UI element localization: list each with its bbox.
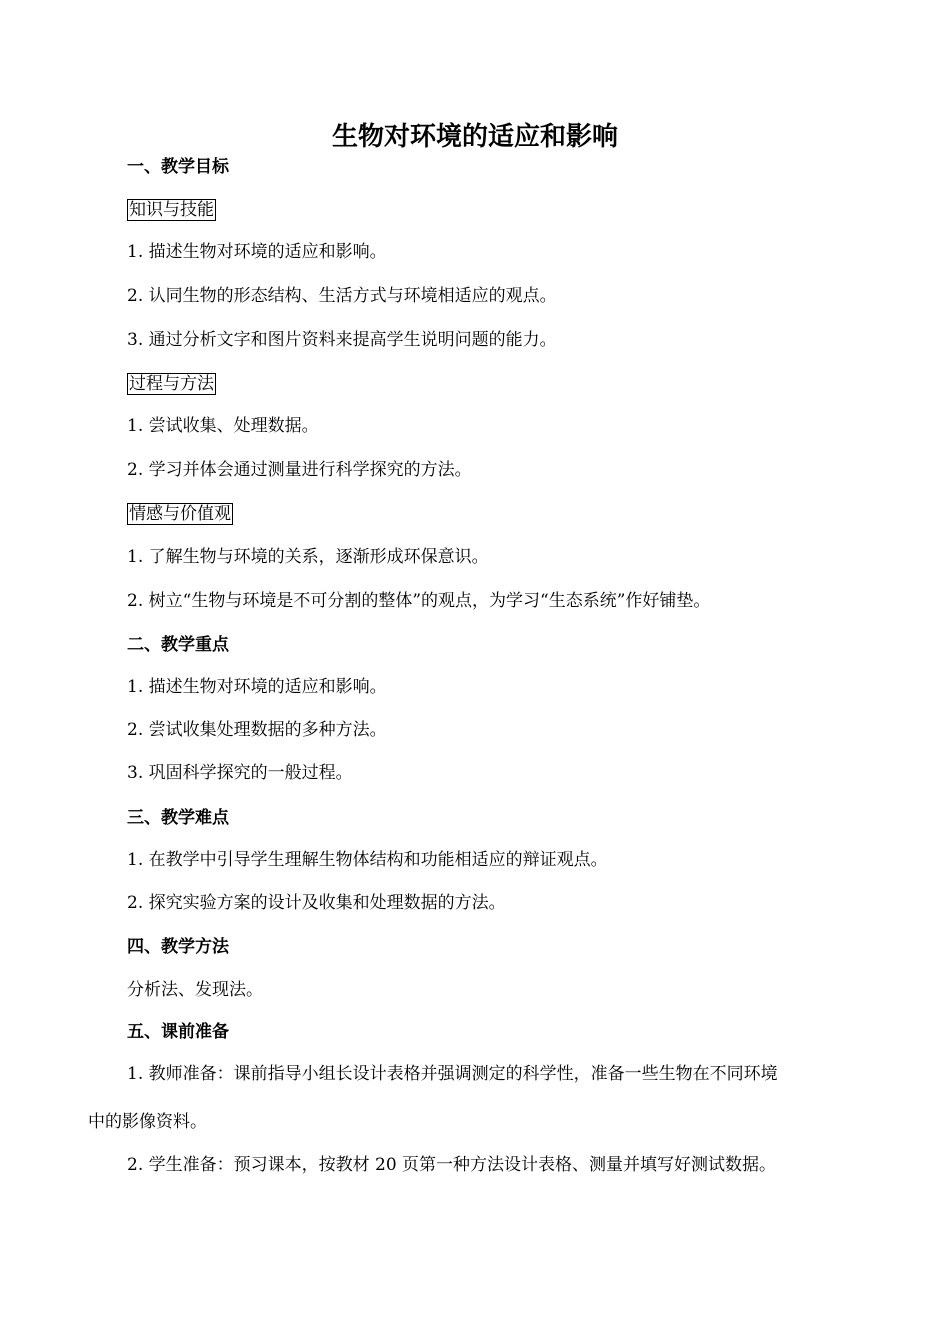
teacher-prep-line1: 1. 教师准备：课前指导小组长设计表格并强调测定的科学性，准备一些生物在不同环境 [127,1064,778,1084]
teacher-prep-line2: 中的影像资料。 [88,1112,207,1132]
heading-preparation: 五、课前准备 [127,1022,229,1042]
methods-text: 分析法、发现法。 [127,980,263,1000]
label-values [127,502,233,526]
list-item: 2. 尝试收集处理数据的多种方法。 [127,720,387,740]
list-item: 2. 树立“生物与环境是不可分割的整体”的观点，为学习“生态系统”作好铺垫。 [127,591,711,611]
list-item: 2. 探究实验方案的设计及收集和处理数据的方法。 [127,893,506,913]
list-item: 2. 认同生物的形态结构、生活方式与环境相适应的观点。 [127,286,557,306]
list-item: 3. 通过分析文字和图片资料来提高学生说明问题的能力。 [127,330,557,350]
student-prep: 2. 学生准备：预习课本，按教材 20 页第一种方法设计表格、测量并填写好测试数据。 [127,1155,777,1175]
heading-key-points: 二、教学重点 [127,635,229,655]
list-item: 1. 尝试收集、处理数据。 [127,416,319,436]
label-values-text: 情感与价值观 [129,504,231,524]
list-item: 1. 描述生物对环境的适应和影响。 [127,677,387,697]
heading-objectives: 一、教学目标 [127,157,229,177]
label-process [127,372,216,396]
list-item: 1. 在教学中引导学生理解生物体结构和功能相适应的辩证观点。 [127,850,608,870]
page-title: 生物对环境的适应和影响 [331,122,618,152]
list-item: 2. 学习并体会通过测量进行科学探究的方法。 [127,460,472,480]
heading-difficulties: 三、教学难点 [127,808,229,828]
list-item: 1. 描述生物对环境的适应和影响。 [127,242,387,262]
label-knowledge-text: 知识与技能 [129,200,214,220]
list-item: 1. 了解生物与环境的关系，逐渐形成环保意识。 [127,547,489,567]
label-process-text: 过程与方法 [129,374,214,394]
heading-methods: 四、教学方法 [127,937,229,957]
list-item: 3. 巩固科学探究的一般过程。 [127,763,353,783]
label-knowledge [127,198,216,222]
